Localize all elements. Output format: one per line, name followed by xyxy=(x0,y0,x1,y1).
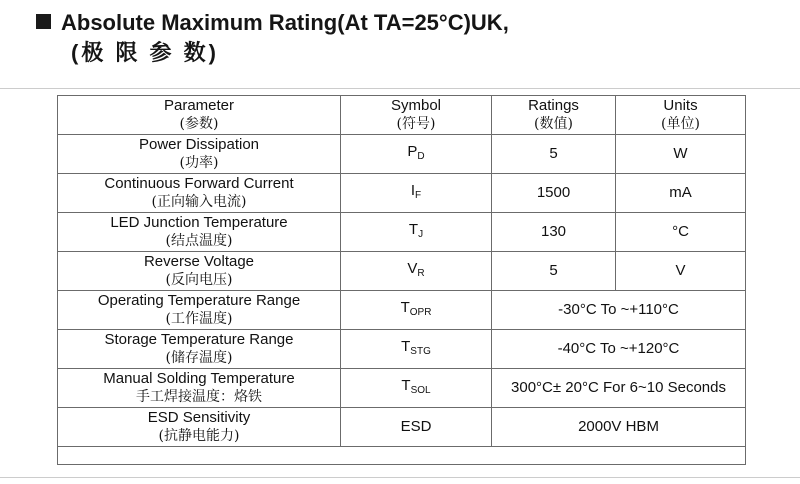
symbol-cell: $T_{SOL}$ xyxy=(341,369,492,408)
table-row xyxy=(58,369,746,408)
header-units: Units (单位) xyxy=(616,96,746,135)
symbol-cell: $I_F$ xyxy=(341,174,492,213)
title-line-1: Absolute Maximum Rating(At TA=25°C)UK, xyxy=(61,10,509,35)
symbol-cell: ESD xyxy=(341,408,492,447)
rating-cell: 5 xyxy=(492,252,616,291)
symbol-cell: $V_R$ xyxy=(341,252,492,291)
absolute-maximum-rating-table xyxy=(57,95,746,465)
parameter-cell: LED Junction Temperature (结点温度) xyxy=(58,213,341,252)
parameter-cell: Continuous Forward Current (正向输入电流) xyxy=(58,174,341,213)
parameter-cell: Reverse Voltage (反向电压) xyxy=(58,252,341,291)
header-symbol: Symbol (符号) xyxy=(341,96,492,135)
parameter-cell: Operating Temperature Range (工作温度) xyxy=(58,291,341,330)
unit-cell: mA xyxy=(616,174,746,213)
parameter-cell: Storage Temperature Range (储存温度) xyxy=(58,330,341,369)
empty-cell xyxy=(58,447,746,465)
rating-cell: 2000V HBM xyxy=(492,408,746,447)
unit-cell: °C xyxy=(616,213,746,252)
table-row xyxy=(58,408,746,447)
empty-row xyxy=(58,447,746,465)
rating-cell: 5 xyxy=(492,135,616,174)
table-row xyxy=(58,291,746,330)
symbol-cell: $T_{OPR}$ xyxy=(341,291,492,330)
parameter-cell: ESD Sensitivity (抗静电能力) xyxy=(58,408,341,447)
table-row xyxy=(58,174,746,213)
table-row xyxy=(58,135,746,174)
title-line-2: (极 限 参 数) xyxy=(71,40,219,65)
table-row xyxy=(58,330,746,369)
unit-cell: V xyxy=(616,252,746,291)
bullet-square-icon xyxy=(36,14,51,29)
rating-cell: -30°C To ~+110°C xyxy=(492,291,746,330)
table-row xyxy=(58,252,746,291)
page-title xyxy=(36,8,509,68)
rating-cell: 1500 xyxy=(492,174,616,213)
symbol-cell: $T_{STG}$ xyxy=(341,330,492,369)
table-row xyxy=(58,213,746,252)
rating-cell: -40°C To ~+120°C xyxy=(492,330,746,369)
symbol-cell: $T_J$ xyxy=(341,213,492,252)
unit-cell: W xyxy=(616,135,746,174)
parameter-cell: Power Dissipation (功率) xyxy=(58,135,341,174)
rating-cell: 300°C± 20°C For 6~10 Seconds xyxy=(492,369,746,408)
rating-cell: 130 xyxy=(492,213,616,252)
header-ratings: Ratings (数值) xyxy=(492,96,616,135)
header-parameter: Parameter (参数) xyxy=(58,96,341,135)
parameter-cell: Manual Solding Temperature 手工焊接温度：烙铁 xyxy=(58,369,341,408)
table-header-row xyxy=(58,96,746,135)
symbol-cell: $P_D$ xyxy=(341,135,492,174)
